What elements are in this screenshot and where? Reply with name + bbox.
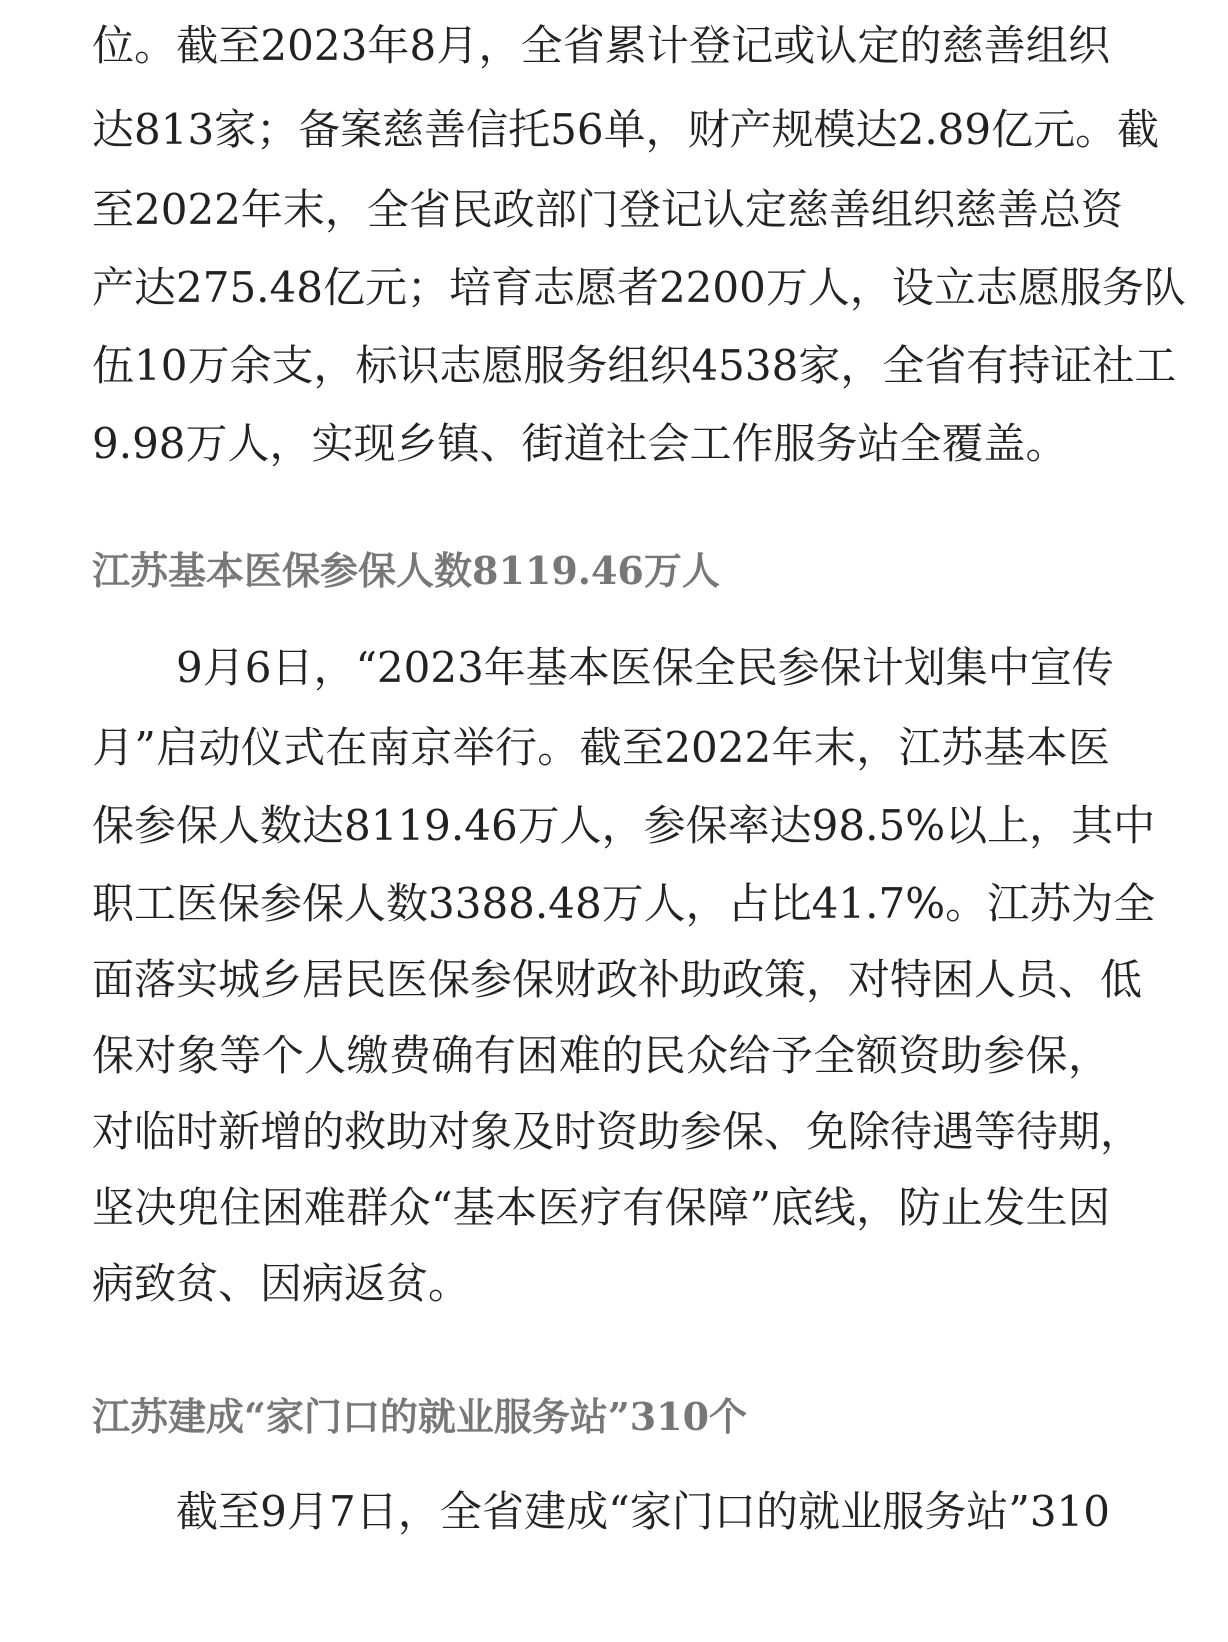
paragraph-line: 职工医保参保人数3388.48万人，占比41.7%。江苏为全 (92, 879, 1156, 928)
paragraph-line: 月”启动仪式在南京举行。截至2022年末，江苏基本医 (92, 723, 1110, 772)
paragraph-line: 对临时新增的救助对象及时资助参保、免除待遇等待期， (92, 1107, 1143, 1156)
paragraph-line: 产达275.48亿元；培育志愿者2200万人，设立志愿服务队 (92, 263, 1186, 312)
paragraph-line: 面落实城乡居民医保参保财政补助政策，对特困人员、低 (92, 955, 1143, 1004)
section-heading-employment-stations: 江苏建成“家门口的就业服务站”310个 (92, 1394, 748, 1439)
paragraph-line: 坚决兜住困难群众“基本医疗有保障”底线，防止发生因 (92, 1183, 1110, 1232)
paragraph-line: 至2022年末，全省民政部门登记认定慈善组织慈善总资 (92, 185, 1123, 234)
paragraph-line: 伍10万余支，标识志愿服务组织4538家，全省有持证社工 (92, 341, 1177, 390)
paragraph-line: 保对象等个人缴费确有困难的民众给予全额资助参保， (92, 1031, 1110, 1080)
paragraph-line: 9月6日，“2023年基本医保全民参保计划集中宣传 (176, 643, 1114, 692)
paragraph-line: 达813家；备案慈善信托56单，财产规模达2.89亿元。截 (92, 105, 1160, 154)
paragraph-line: 截至9月7日，全省建成“家门口的就业服务站”310 (176, 1487, 1110, 1536)
paragraph-line: 9.98万人，实现乡镇、街道社会工作服务站全覆盖。 (92, 419, 1068, 468)
paragraph-line: 保参保人数达8119.46万人，参保率达98.5%以上，其中 (92, 801, 1156, 850)
section-heading-medical-insurance: 江苏基本医保参保人数8119.46万人 (92, 548, 720, 593)
paragraph-line: 位。截至2023年8月，全省累计登记或认定的慈善组织 (92, 21, 1110, 70)
paragraph-line: 病致贫、因病返贫。 (92, 1259, 471, 1308)
